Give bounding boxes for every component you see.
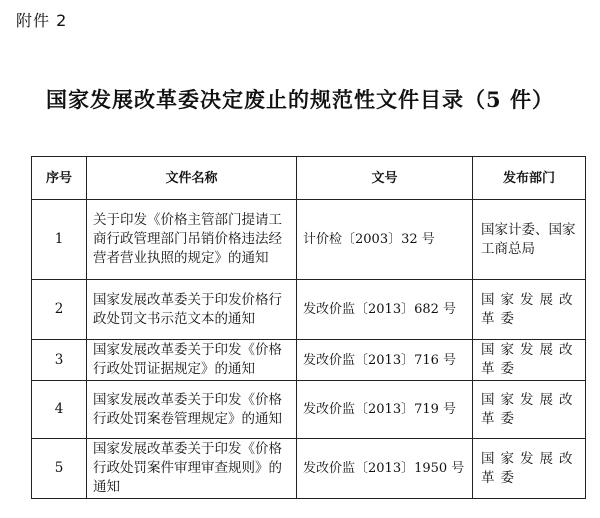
row-doc-number: 发改价监〔2013〕719 号	[297, 381, 473, 439]
row-file-name: 国家发展改革委关于印发《价格行政处罚案件审理审查规则》的通知	[87, 439, 297, 499]
table-row	[32, 381, 586, 439]
table-row	[32, 340, 586, 381]
table-row	[32, 200, 586, 280]
header-index: 序号	[32, 157, 87, 200]
row-department: 国家发展改革委	[473, 280, 586, 340]
row-department: 国家发展改革委	[473, 340, 586, 381]
attachment-label: 附件 2	[16, 11, 68, 30]
row-index: 5	[32, 439, 87, 499]
row-file-name: 国家发展改革委关于印发《价格行政处罚案卷管理规定》的通知	[87, 381, 297, 439]
row-doc-number: 计价检〔2003〕32 号	[297, 200, 473, 280]
row-index: 3	[32, 340, 87, 381]
row-department: 国家计委、国家工商总局	[473, 200, 586, 280]
document-list-table	[31, 156, 586, 499]
row-file-name: 关于印发《价格主管部门提请工商行政管理部门吊销价格违法经营者营业执照的规定》的通知	[87, 200, 297, 280]
row-file-name: 国家发展改革委关于印发《价格行政处罚证据规定》的通知	[87, 340, 297, 381]
row-department: 国家发展改革委	[473, 439, 586, 499]
row-doc-number: 发改价监〔2013〕1950 号	[297, 439, 473, 499]
row-index: 1	[32, 200, 87, 280]
row-doc-number: 发改价监〔2013〕682 号	[297, 280, 473, 340]
row-department: 国家发展改革委	[473, 381, 586, 439]
table-row	[32, 439, 586, 499]
table-header-row	[32, 157, 586, 200]
row-doc-number: 发改价监〔2013〕716 号	[297, 340, 473, 381]
header-department: 发布部门	[473, 157, 586, 200]
row-index: 2	[32, 280, 87, 340]
header-doc-number: 文号	[297, 157, 473, 200]
table-row	[32, 280, 586, 340]
document-title: 国家发展改革委决定废止的规范性文件目录（5 件）	[46, 87, 554, 112]
row-file-name: 国家发展改革委关于印发价格行政处罚文书示范文本的通知	[87, 280, 297, 340]
row-index: 4	[32, 381, 87, 439]
header-file-name: 文件名称	[87, 157, 297, 200]
